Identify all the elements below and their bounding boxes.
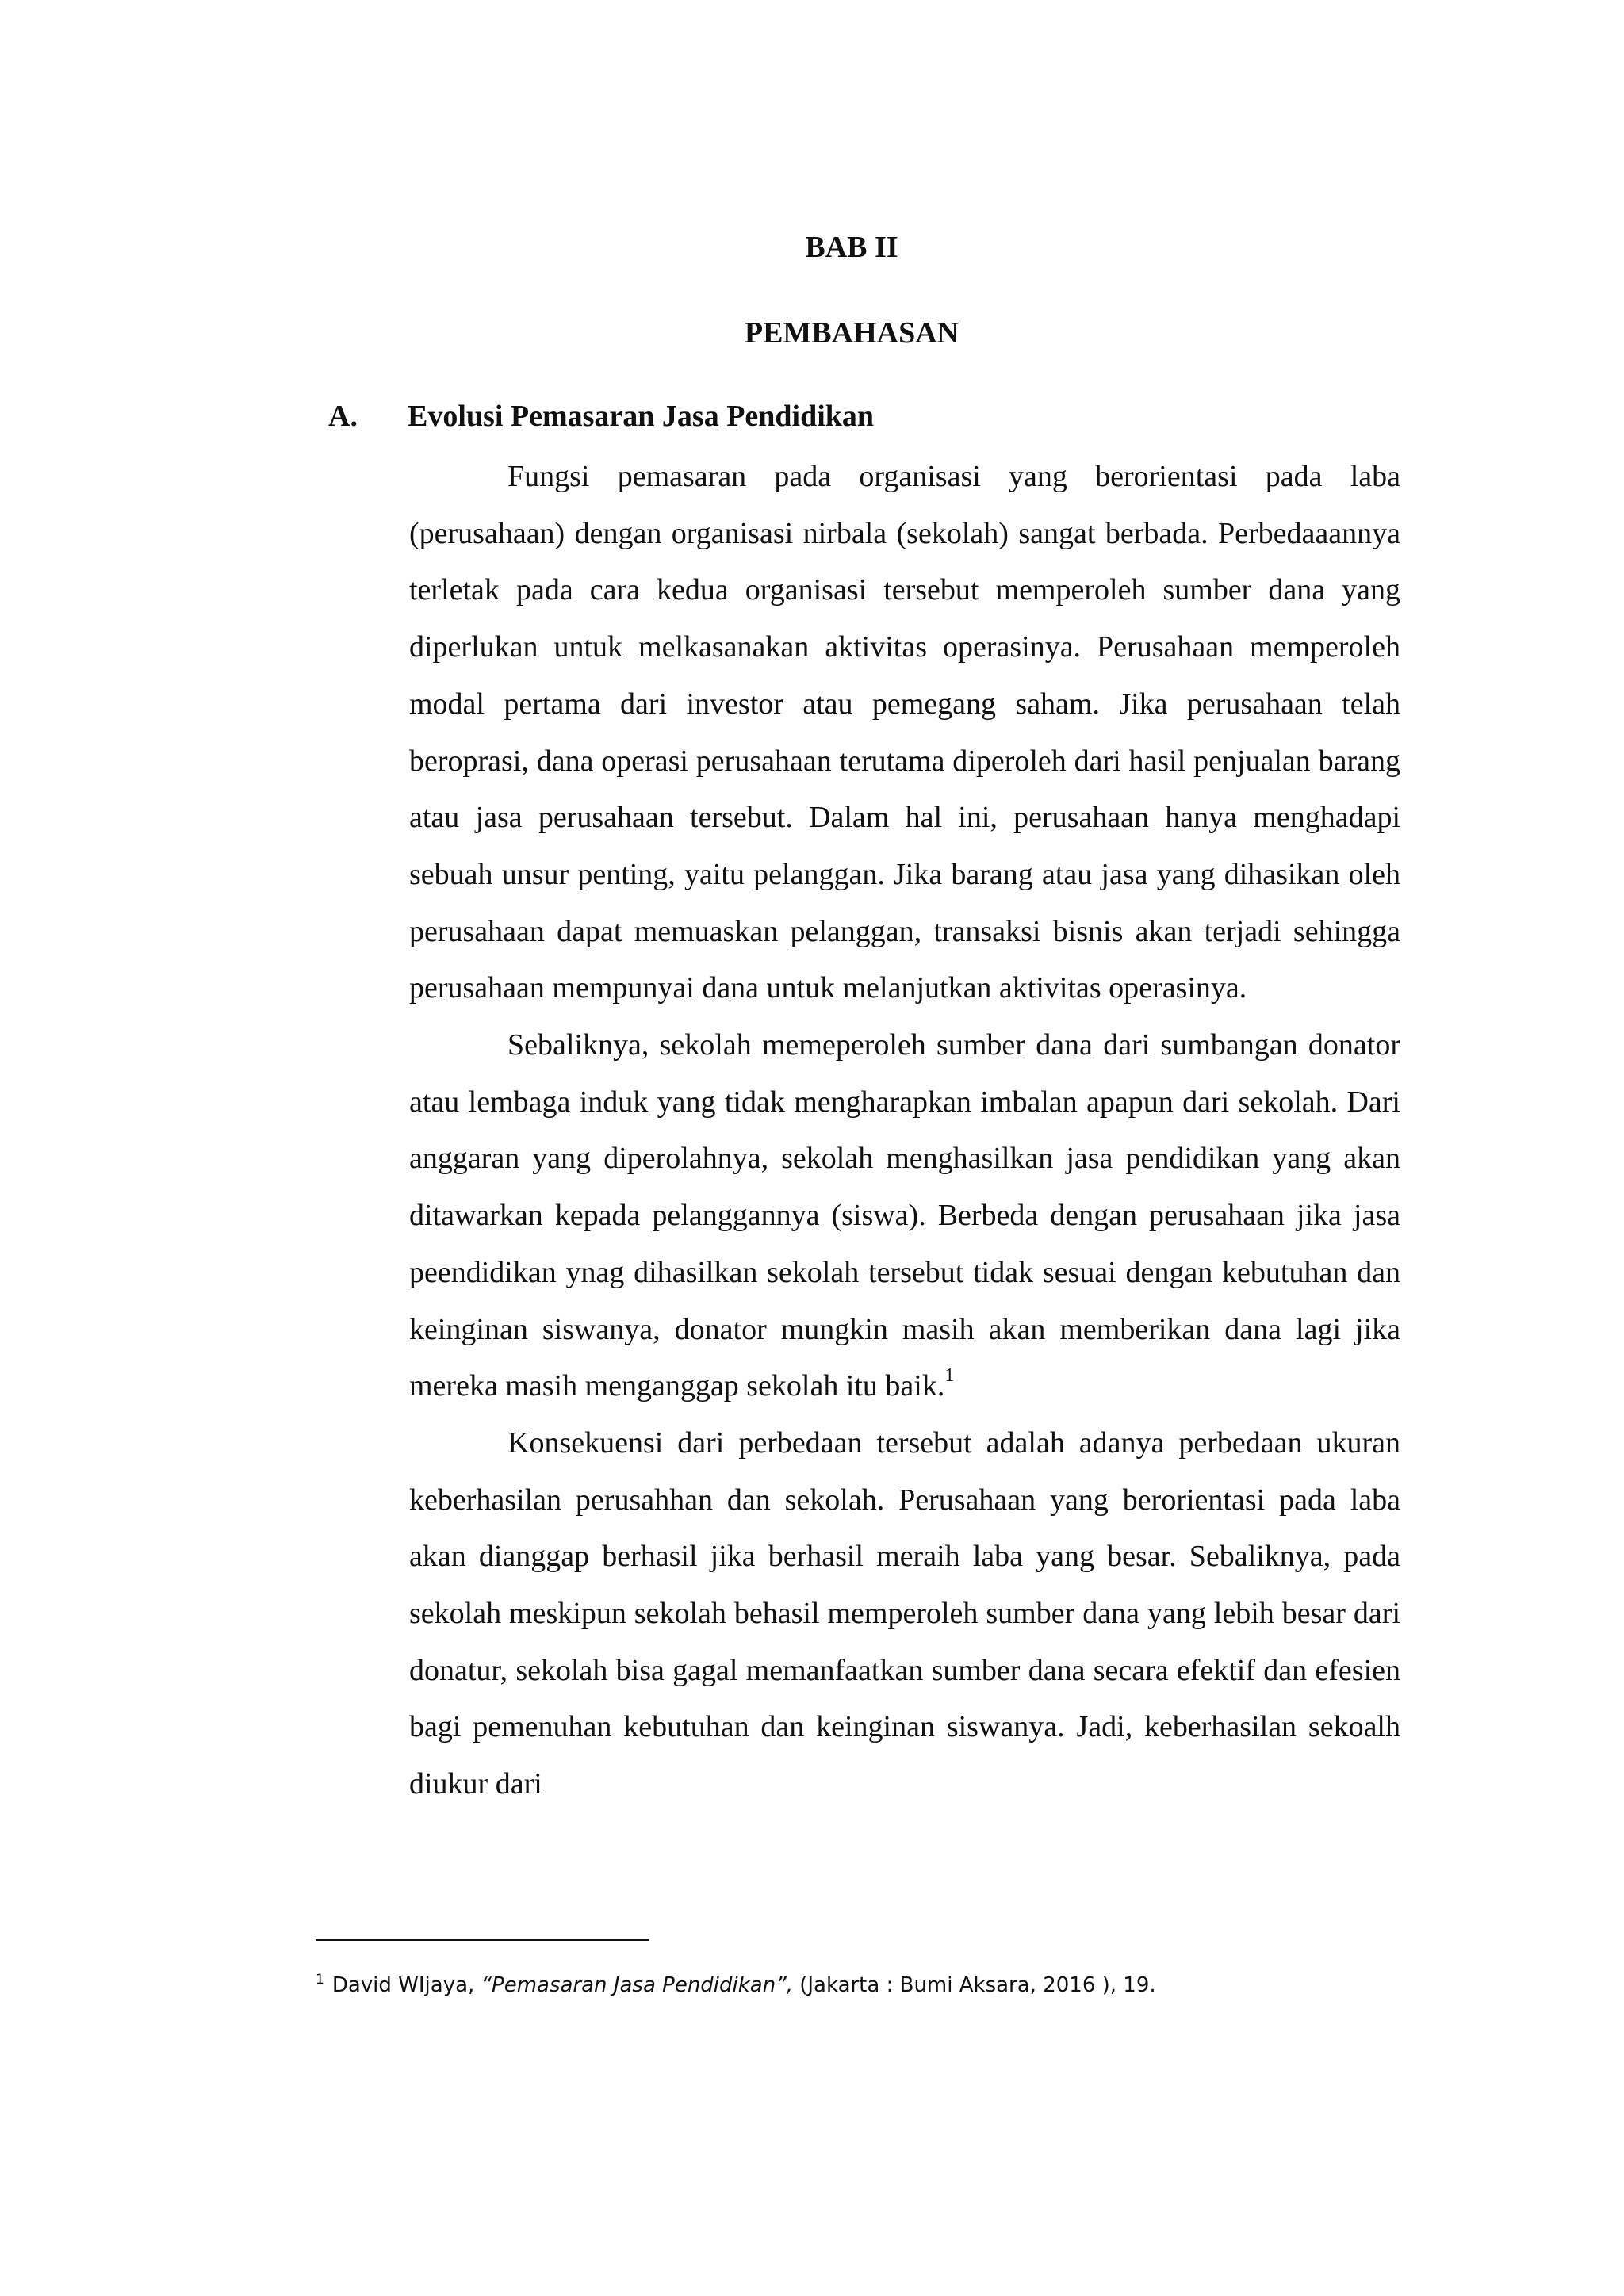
section-title: Evolusi Pemasaran Jasa Pendidikan xyxy=(408,400,875,433)
section-letter: A. xyxy=(328,400,358,433)
footnote-reference[interactable]: 1 xyxy=(944,1365,955,1387)
paragraph-text: Sebaliknya, sekolah memeperoleh sumber dana dari sumbangan donator atau lembaga induk yang tidak mengharapkan imbalan apapun dari sekolah. Dari anggaran yang diperolahnya, sekolah menghasilkan jasa pendidikan yang akan ditawarkan kepada pelanggannya (siswa). Berbeda dengan perusahaan jika jasa peendidikan ynag dihasilkan sekolah tersebut tidak sesuai dengan kebutuhan dan keinginan siswanya, donator mungkin masih akan memberikan dana lagi jika mereka masih menganggap sekolah itu baik. xyxy=(409,1028,1400,1403)
footnote-divider xyxy=(316,1939,649,1941)
section-heading xyxy=(328,399,874,434)
paragraph-text: Konsekuensi dari perbedaan tersebut adalah adanya perbedaan ukuran keberhasilan perusahhan dan sekolah. Perusahaan yang berorientasi pada laba akan dianggap berhasil jika berhasil meraih laba yang besar. Sebaliknya, pada sekolah meskipun sekolah behasil memperoleh sumber dana yang lebih besar dari donatur, sekolah bisa gagal memanfaatkan sumber dana secara efektif dan efesien bagi pemenuhan kebutuhan dan keinginan siswanya. Jadi, keberhasilan sekoalh diukur dari xyxy=(409,1425,1400,1801)
chapter-number: BAB II xyxy=(805,231,898,264)
paragraph xyxy=(409,1017,1400,1415)
body-text xyxy=(409,449,1400,1813)
paragraph xyxy=(409,449,1400,1017)
paragraph-text: Fungsi pemasaran pada organisasi yang berorientasi pada laba (perusahaan) dengan organisasi nirbala (sekolah) sangat berbada. Perbedaaannya terletak pada cara kedua organisasi tersebut memperoleh sumber dana yang diperlukan untuk melkasanakan aktivitas operasinya. Perusahaan memperoleh modal pertama dari investor atau pemegang saham. Jika perusahaan telah beroprasi, dana operasi perusahaan terutama diperoleh dari hasil penjualan barang atau jasa perusahaan tersebut. Dalam hal ini, perusahaan hanya menghadapi sebuah unsur penting, yaitu pelanggan. Jika barang atau jasa yang dihasikan oleh perusahaan dapat memuaskan pelanggan, transaksi bisnis akan terjadi sehingga perusahaan mempunyai dana untuk melanjutkan aktivitas operasinya. xyxy=(409,460,1400,1005)
footnote-number: 1 xyxy=(316,1972,324,1988)
paragraph xyxy=(409,1415,1400,1813)
footnote-author: David WIjaya, xyxy=(331,1973,475,1997)
footnote xyxy=(316,1971,1426,1999)
footnote-publication: (Jakarta : Bumi Aksara, 2016 ), 19. xyxy=(799,1973,1156,1997)
chapter-title: PEMBAHASAN xyxy=(744,316,959,350)
footnote-title: “Pemasaran Jasa Pendidikan”, xyxy=(481,1973,793,1997)
